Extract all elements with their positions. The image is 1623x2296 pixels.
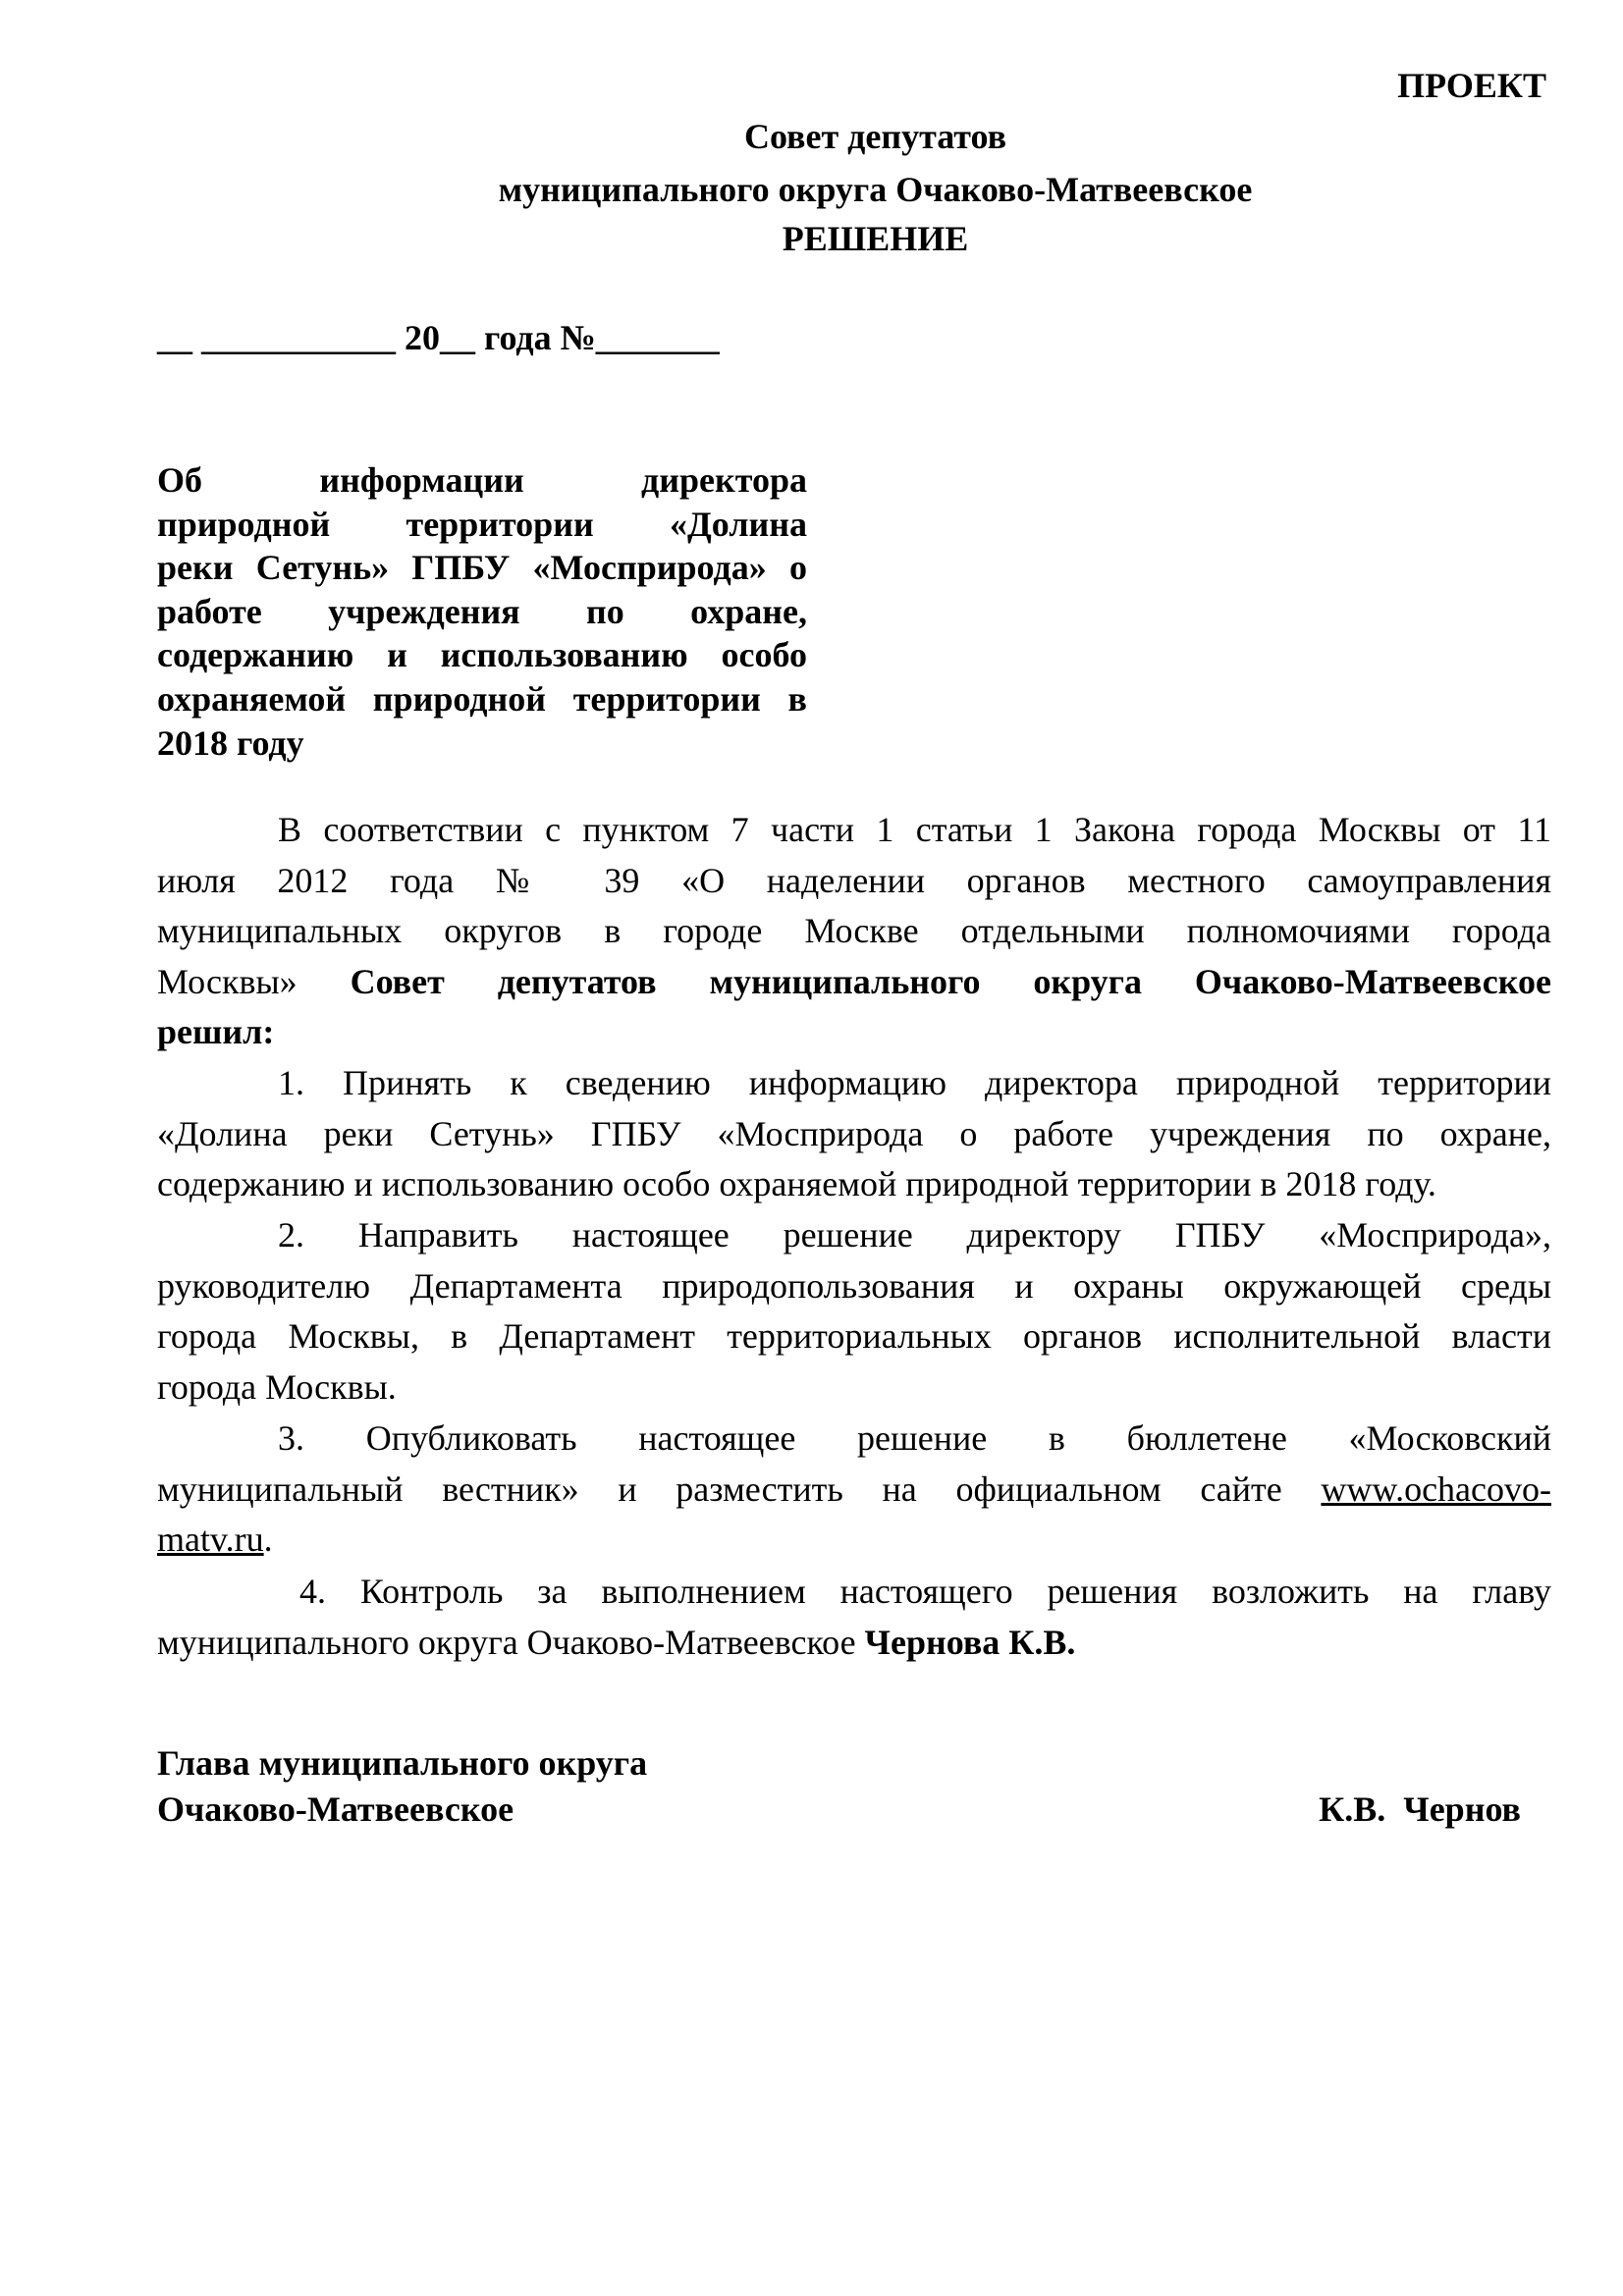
item-2-line: 2. Направить настоящее решение директору ГПБУ «Мосприрода», <box>278 1215 1551 1255</box>
item-1-line: содержанию и использованию особо охраняемой природной территории в 2018 году. <box>157 1164 1436 1204</box>
item-3-line: 3. Опубликовать настоящее решение в бюллетене «Московский <box>278 1418 1551 1458</box>
item-3 <box>157 1414 1551 1566</box>
preamble-council-bold: Совет депутатов муниципального округа Очаково-Матвеевское <box>350 961 1551 1001</box>
resolved-label: решил: <box>157 1012 275 1052</box>
preamble-line: июля 2012 года № 39 «О наделении органов местного самоуправления <box>157 860 1551 900</box>
signature-name: К.В. Чернов <box>1319 1789 1521 1829</box>
item-2 <box>157 1210 1551 1413</box>
item-2-line: руководителю Департамента природопользования и охраны окружающей среды <box>157 1265 1551 1306</box>
website-link-continued[interactable]: matv.ru <box>157 1520 264 1560</box>
item-4-text: муниципального округа Очаково-Матвеевское <box>157 1622 856 1662</box>
item-1 <box>157 1058 1551 1210</box>
item-3-text: муниципальный вестник» и разместить на официальном сайте <box>157 1468 1282 1509</box>
preamble-paragraph <box>157 805 1551 1058</box>
item-3-period: . <box>263 1520 273 1560</box>
date-number-line: __ ___________ 20__ года №_______ <box>157 318 720 357</box>
subject-line: 2018 году <box>157 722 304 763</box>
item-1-line: 1. Принять к сведению информацию директора природной территории <box>278 1063 1551 1102</box>
item-4-name-bold: Чернова К.В. <box>864 1622 1076 1662</box>
signature-title-line-2: Очаково-Матвеевское <box>157 1789 514 1829</box>
subject-line: работе учреждения по охране, <box>157 591 807 631</box>
website-link[interactable]: www.ochacovo- <box>1321 1468 1551 1509</box>
item-3-line <box>157 1465 1551 1516</box>
item-4-line: 4. Контроль за выполнением настоящего решения возложить на главу <box>299 1572 1551 1611</box>
subject-line: содержанию и использованию особо <box>157 635 807 675</box>
preamble-city-text: Москвы» <box>157 961 298 1001</box>
decision-title: РЕШЕНИЕ <box>782 219 969 258</box>
preamble-line: В соответствии с пунктом 7 части 1 статьи 1 Закона города Москвы от 11 <box>278 810 1551 849</box>
item-2-line: города Москвы, в Департамент территориальных органов исполнительной власти <box>157 1316 1551 1357</box>
item-2-line: города Москвы. <box>157 1366 397 1407</box>
draft-stamp: ПРОЕКТ <box>1397 66 1546 105</box>
subject-line: охраняемой природной территории в <box>157 678 807 719</box>
signature-title-line-1: Глава муниципального округа <box>157 1743 648 1783</box>
council-title: Совет депутатов <box>743 117 1007 156</box>
subject-line: природной территории «Долина <box>157 504 807 544</box>
subject-line: реки Сетунь» ГПБУ «Мосприрода» о <box>157 548 807 588</box>
item-1-line: «Долина реки Сетунь» ГПБУ «Мосприрода о работе учреждения по охране, <box>157 1113 1551 1153</box>
district-title: муниципального округа Очаково-Матвеевское <box>498 170 1253 209</box>
preamble-line <box>157 957 1551 1008</box>
subject-line: Об информации директора <box>157 460 807 500</box>
item-3-line <box>157 1515 1551 1566</box>
decision-subject <box>157 458 807 765</box>
item-4-line <box>157 1618 1551 1669</box>
preamble-line: муниципальных округов в городе Москве отдельными полномочиями города <box>157 911 1551 951</box>
item-4 <box>157 1567 1551 1668</box>
